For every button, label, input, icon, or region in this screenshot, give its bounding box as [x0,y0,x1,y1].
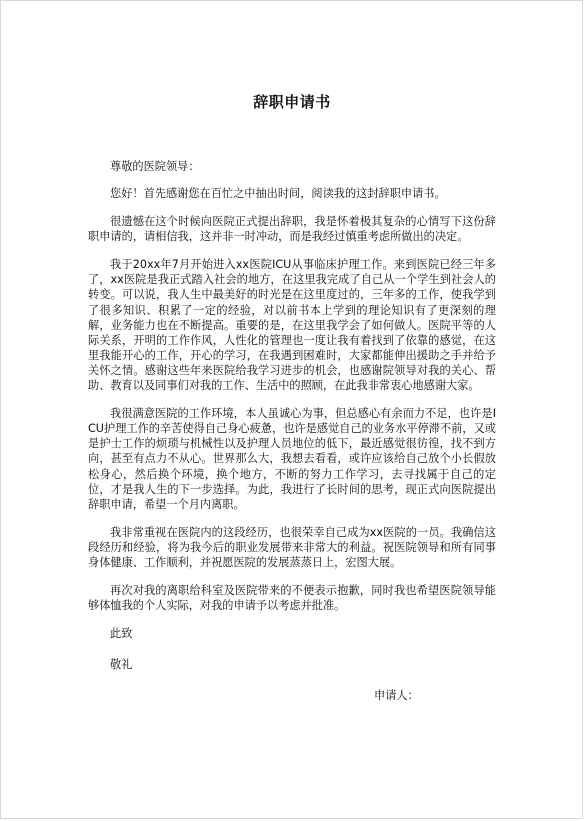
paragraph-experience: 我于20xx年7月开始进入xx医院ICU从事临床护理工作。来到医院已经三年多了，xx医院是我正式踏入社会的地方，在这里我完成了自己从一个学生到社会人的转变。可以说，我人生中最美好的时光是在这里度过的，三年多的工作，使我学到了很多知识、积累了一定的经验，对以前书本上学到的理论知识有了更深刻的理解，业务能力也在不断提高。重要的是，在这里我学会了如何做人。医院平等的人际关系，开明的工作作风，人性化的管理也一度让我有着找到了依靠的感觉，在这里我能开心的工作，开心的学习，在我遇到困难时，大家都能伸出援助之手并给予关怀之情。感谢这些年来医院给我学习进步的机会，也感谢院领导对我的关心、帮助、教育以及同事们对我的工作、生活中的照顾，在此我非常衷心地感谢大家。 [88,258,496,393]
document-title: 辞职申请书 [253,93,331,111]
paragraph-apology: 再次对我的离职给科室及医院带来的不便表示抱歉，同时我也希望医院领导能够体恤我的个人实际，对我的申请予以考虑并批准。 [88,584,496,613]
paragraph-regret: 很遗憾在这个时候向医院正式提出辞职，我是怀着极其复杂的心情写下这份辞职申请的，请相信我，这并非一时冲动，而是我经过慎重考虑所做出的决定。 [88,215,496,244]
paragraph-reason: 我很满意医院的工作环境，本人虽诚心为事，但总感心有余而力不足，也许是ICU护理工作的辛苦使得自己身心疲惫，也许是感觉自己的业务水平停滞不前，又或是护士工作的烦琐与机械性以及护理人员地位的低下，最近感觉很彷徨，找不到方向，甚至有点力不从心。世界那么大，我想去看看，或许应该给自己放个小长假放松身心，然后换个环境，换个地方，不断的努力工作学习，去寻找属于自己的定位，才是我人生的下一步选择。为此，我进行了长时间的思考，现正式向医院提出辞职申请，希望一个月内离职。 [88,407,496,511]
paragraph-gratitude: 我非常重视在医院内的这段经历，也很荣幸自己成为xx医院的一员。我确信这段经历和经验，将为我今后的职业发展带来非常大的利益。祝医院领导和所有同事身体健康、工作顺利，并祝愿医院的发展蒸蒸日上，宏图大展。 [88,525,496,569]
document-body [88,92,496,703]
closing-regards: 敬礼 [110,658,133,672]
closing-salutation: 此致 [110,627,133,641]
signature-applicant: 申请人： [374,689,419,703]
paragraph-opening: 您好！首先感谢您在百忙之中抽出时间，阅读我的这封辞职申请书。 [110,187,446,200]
greeting: 尊敬的医院领导： [110,160,200,173]
